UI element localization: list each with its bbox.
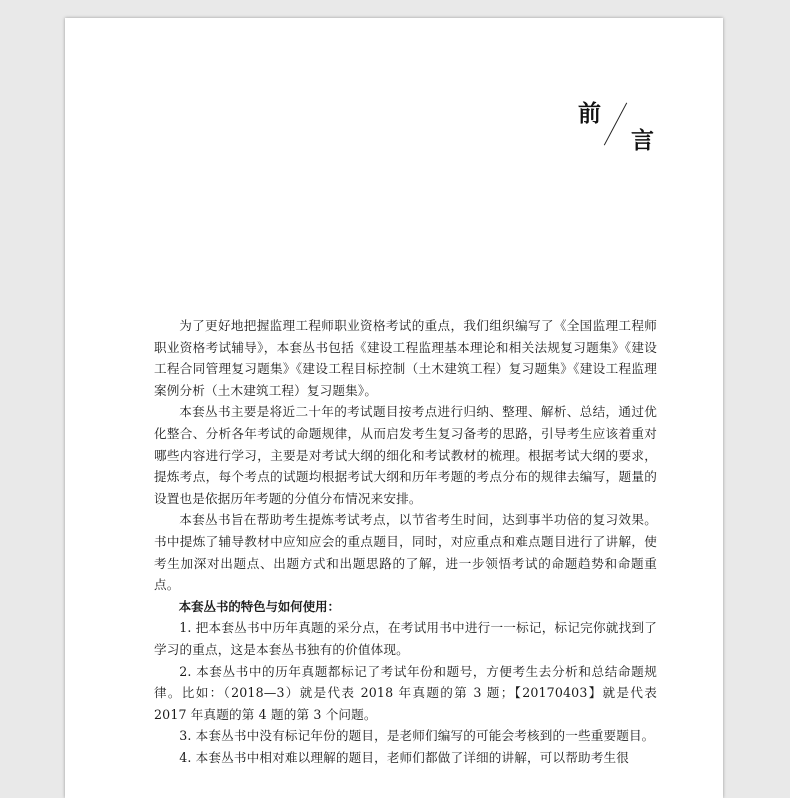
paragraph-2: 本套丛书主要是将近二十年的考试题目按考点进行归纳、整理、解析、总结，通过优化整合、分析各年考试的命题规律，从而启发考生复习备考的思路，引导考生应该着重对哪些内容进行学习，主要是对考试大纲的细化和考试教材的梳理。根据考试大纲的要求，提炼考点，每个考点的试题均根据考试大纲和历年考题的考点分布的规律去编写，题量的设置也是依据历年考题的分值分布情况来安排。 bbox=[154, 404, 657, 506]
heading-char-2: 言 bbox=[631, 127, 654, 154]
list-item-1: 1. 把本套丛书中历年真题的采分点，在考试用书中进行一一标记，标记完你就找到了学习的重点，这是本套丛书独有的价值体现。 bbox=[154, 620, 657, 657]
document-page bbox=[65, 18, 723, 798]
list-item-3: 3. 本套丛书中没有标记年份的题目，是老师们编写的可能会考核到的一些重要题目。 bbox=[179, 728, 655, 744]
paragraph-3: 本套丛书旨在帮助考生提炼考试考点，以节省考生时间，达到事半功倍的复习效果。书中提炼了辅导教材中应知应会的重点题目，同时，对应重点和难点题目进行了讲解，使考生加深对出题点、出题方式和出题思路的了解，进一步领悟考试的命题趋势和命题重点。 bbox=[154, 512, 657, 593]
preface-heading bbox=[65, 18, 723, 218]
list-item-4: 4. 本套丛书中相对难以理解的题目，老师们都做了详细的讲解，可以帮助考生很 bbox=[179, 749, 629, 765]
preface-body bbox=[154, 315, 657, 768]
paragraph-1: 为了更好地把握监理工程师职业资格考试的重点，我们组织编写了《全国监理工程师职业资格考试辅导》，本套丛书包括《建设工程监理基本理论和相关法规复习题集》《建设工程合同管理复习题集》《建设工程目标控制（土木建筑工程）复习题集》《建设工程监理案例分析（土木建筑工程）复习题集》。 bbox=[154, 318, 657, 398]
list-item-2: 2. 本套丛书中的历年真题都标记了考试年份和题号，方便考生去分析和总结命题规律。比如：（2018—3）就是代表 2018 年真题的第 3 题；【20170403】就是代表 2017 年真题的第 4 题的第 3 个问题。 bbox=[154, 663, 657, 722]
section-title: 本套丛书的特色与如何使用： bbox=[178, 598, 340, 614]
heading-char-1: 前 bbox=[578, 100, 601, 127]
heading-slash-divider bbox=[604, 103, 627, 146]
